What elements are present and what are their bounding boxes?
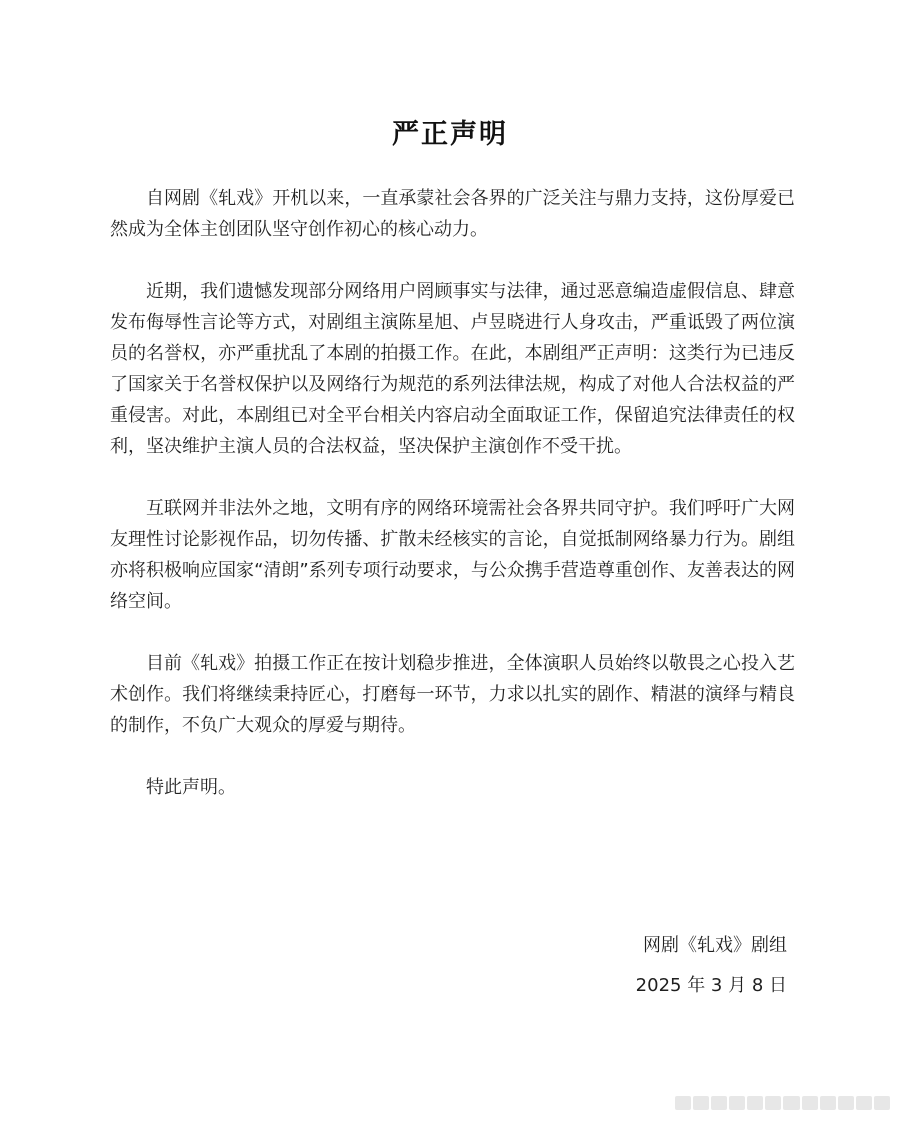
- issuer-name: 网剧《轧戏》剧组: [643, 935, 787, 956]
- paragraph-intro: 自网剧《轧戏》开机以来，一直承蒙社会各界的广泛关注与鼎力支持，这份厚爱已然成为全体主创团队坚守创作初心的核心动力。: [110, 188, 795, 240]
- paragraph-appeal: 互联网并非法外之地，文明有序的网络环境需社会各界共同守护。我们呼吁广大网友理性讨论影视作品，切勿传播、扩散未经核实的言论，自觉抵制网络暴力行为。剧组亦将积极响应国家“清朗”系列专项行动要求，与公众携手营造尊重创作、友善表达的网络空间。: [110, 498, 795, 612]
- issue-date: 2025 年 3 月 8 日: [635, 975, 787, 996]
- statement-body: [110, 183, 795, 834]
- watermark: [675, 1091, 890, 1115]
- paragraph-progress: 目前《轧戏》拍摄工作正在按计划稳步推进，全体演职人员始终以敬畏之心投入艺术创作。我们将继续秉持匠心，打磨每一环节，力求以扎实的剧作、精湛的演绎与精良的制作，不负广大观众的厚爱与期待。: [110, 653, 795, 736]
- signature-block: [636, 926, 787, 1006]
- paragraph-closing: 特此声明。: [146, 777, 236, 798]
- paragraph-declaration: 近期，我们遗憾发现部分网络用户罔顾事实与法律，通过恶意编造虚假信息、肆意发布侮辱性言论等方式，对剧组主演陈星旭、卢昱晓进行人身攻击，严重诋毁了两位演员的名誉权，亦严重扰乱了本剧的拍摄工作。在此，本剧组严正声明：这类行为已违反了国家关于名誉权保护以及网络行为规范的系列法律法规，构成了对他人合法权益的严重侵害。对此，本剧组已对全平台相关内容启动全面取证工作，保留追究法律责任的权利，坚决维护主演人员的合法权益，坚决保护主演创作不受干扰。: [110, 281, 795, 457]
- statement-title: 严正声明: [392, 119, 508, 150]
